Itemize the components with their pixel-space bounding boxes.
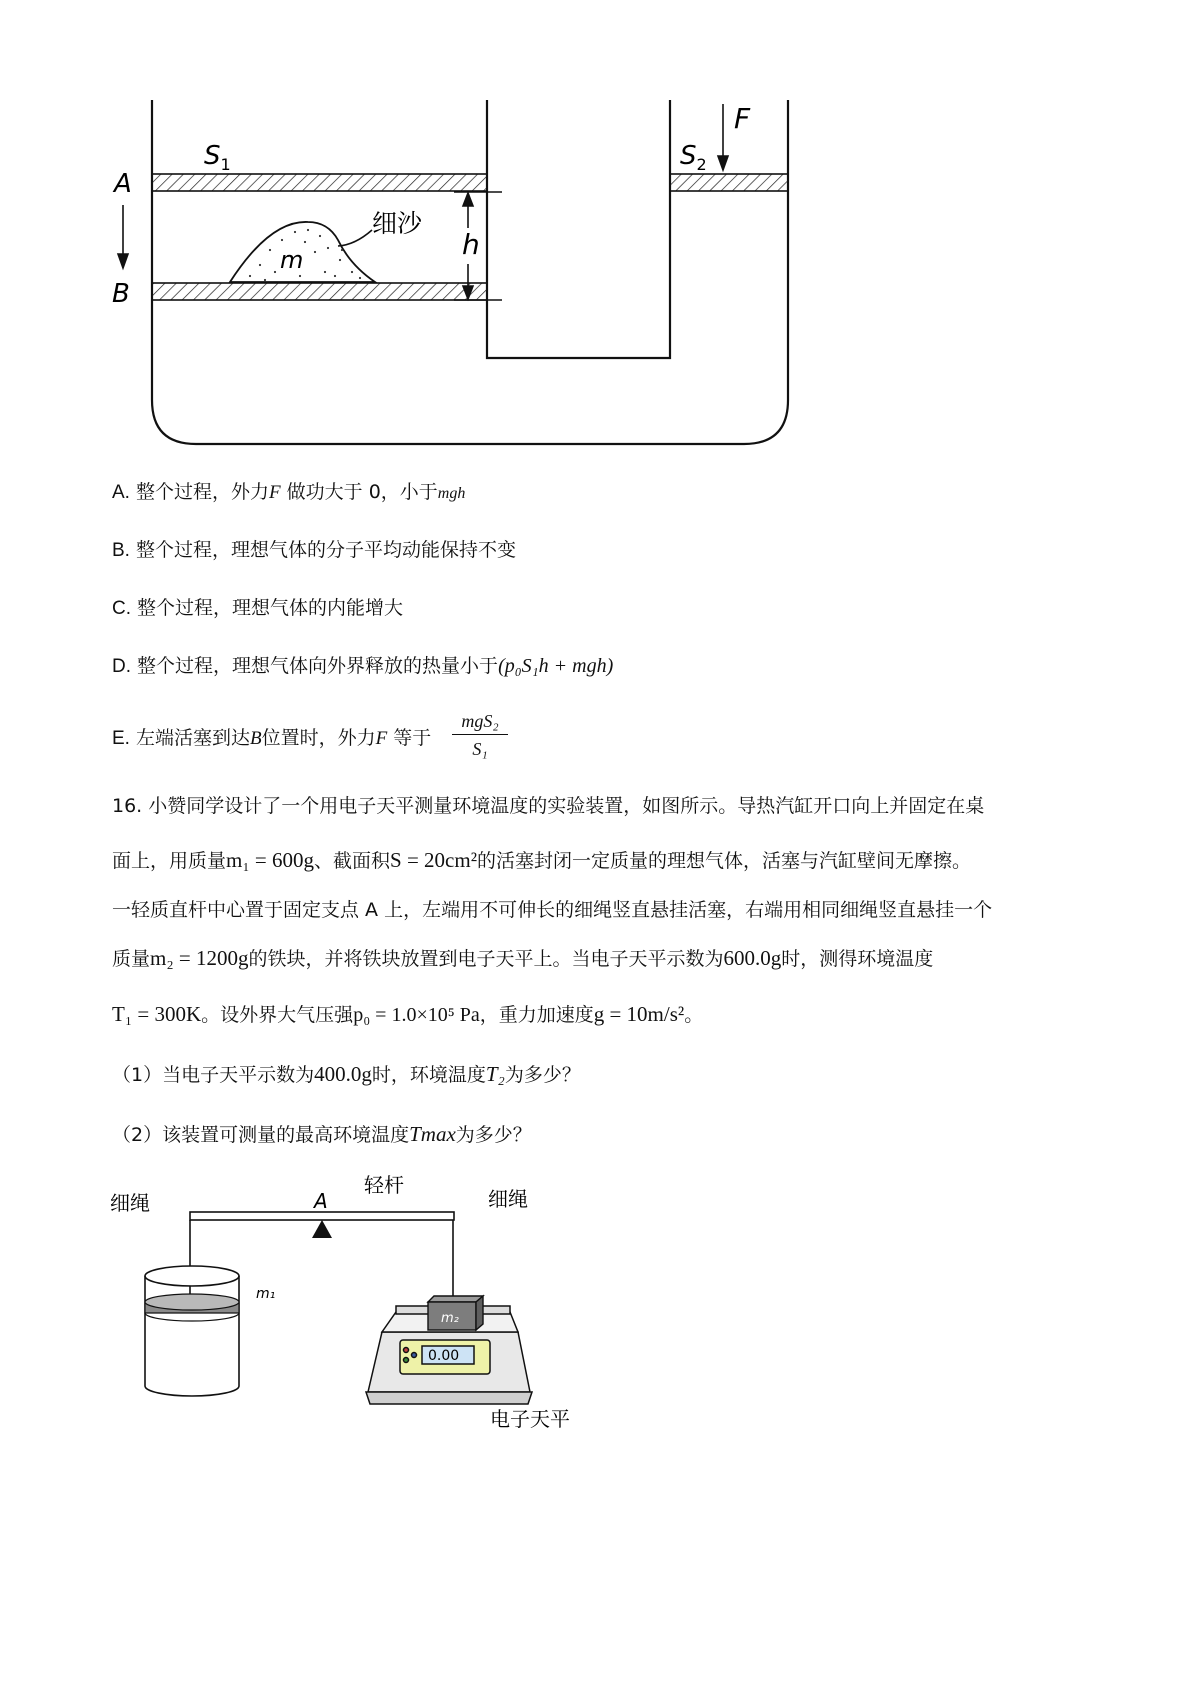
value-600g: 600.0g bbox=[723, 946, 782, 970]
option-text: 位置时，外力 bbox=[261, 727, 376, 749]
option-letter: C. bbox=[112, 598, 131, 619]
q16-text: ，重力加速度 bbox=[479, 1004, 594, 1026]
piston-S2 bbox=[670, 174, 788, 191]
label-B: B bbox=[112, 279, 130, 309]
inner-u-wall bbox=[487, 100, 670, 358]
light-rod bbox=[190, 1212, 454, 1220]
scale-display-readout: 0.00 bbox=[428, 1348, 460, 1364]
q16-text: 的活塞封闭一定质量的理想气体，活塞与汽缸壁间无摩擦。 bbox=[477, 850, 972, 872]
option-text: 整个过程，理想气体的内能增大 bbox=[137, 597, 404, 619]
option-letter: B. bbox=[112, 540, 130, 561]
formula-m1: m₁ = 600g bbox=[226, 848, 315, 872]
q16-text: （1）当电子天平示数为 bbox=[112, 1064, 315, 1086]
q16-text: 时，环境温度 bbox=[371, 1064, 486, 1086]
option-A bbox=[112, 478, 465, 508]
option-text: 左端活塞到达 bbox=[136, 727, 251, 749]
q16-text: 。设外界大气压强 bbox=[201, 1004, 354, 1026]
label-sand: 细沙 bbox=[372, 209, 423, 238]
piston-m1 bbox=[145, 1294, 239, 1321]
label-rope-left: 细绳 bbox=[110, 1191, 150, 1215]
piston-S1 bbox=[152, 174, 487, 191]
q16-line3 bbox=[112, 896, 1102, 924]
q16-text: 。 bbox=[684, 1004, 704, 1026]
fraction-mgS2-S1 bbox=[452, 710, 508, 760]
option-D bbox=[112, 652, 613, 681]
figure-cylinder-diagram bbox=[110, 100, 870, 500]
q16-text: （2）该装置可测量的最高环境温度 bbox=[112, 1124, 410, 1146]
cylinder bbox=[145, 1266, 239, 1396]
pivot-A bbox=[312, 1220, 332, 1238]
q16-text: 面上，用质量 bbox=[112, 850, 227, 872]
var-B: B bbox=[250, 728, 262, 749]
q16-line4 bbox=[112, 944, 1102, 973]
label-S2: $S_2$ bbox=[680, 141, 707, 174]
label-rod: 轻杆 bbox=[364, 1173, 404, 1197]
label-F: F bbox=[734, 102, 751, 135]
formula-Tmax: Tmax bbox=[409, 1122, 456, 1146]
label-A: A bbox=[114, 169, 132, 199]
option-E bbox=[112, 724, 431, 753]
label-pivot-A: A bbox=[314, 1189, 328, 1213]
option-text: 整个过程，理想气体向外界释放的热量小于 bbox=[137, 655, 499, 677]
q16-text: 小赞同学设计了一个用电子天平测量环境温度的实验装置，如图所示。导热汽缸开口向上并固定在桌 bbox=[148, 795, 985, 817]
formula-S: S = 20cm² bbox=[390, 848, 478, 872]
q16-text: 为多少？ bbox=[455, 1124, 532, 1146]
formula-heat: (p₀S₁h + mgh) bbox=[498, 655, 614, 677]
q16-sub1 bbox=[112, 1060, 1102, 1089]
formula-m2: m₂ = 1200g bbox=[150, 946, 249, 970]
down-arrow-A-B bbox=[118, 205, 128, 268]
value-400g: 400.0g bbox=[314, 1062, 372, 1086]
option-text: 整个过程，外力 bbox=[136, 481, 270, 503]
fraction-numerator: mgS₂ bbox=[452, 710, 508, 735]
sand-leader-line bbox=[338, 230, 372, 246]
label-m: m bbox=[280, 246, 304, 274]
formula-mgh: mgh bbox=[437, 485, 466, 502]
question-number: 16. bbox=[112, 795, 143, 817]
force-F-arrow bbox=[718, 104, 728, 170]
formula-g: g = 10m/s² bbox=[593, 1002, 685, 1026]
figure-balance-apparatus bbox=[100, 1160, 660, 1450]
label-h: h bbox=[462, 228, 480, 261]
var-F: F bbox=[269, 482, 281, 503]
option-text: 做功大于 0，小于 bbox=[280, 481, 438, 503]
piston-B bbox=[152, 283, 487, 300]
option-text: 等于 bbox=[387, 727, 432, 749]
q16-line1 bbox=[112, 792, 1102, 820]
option-B bbox=[112, 536, 516, 565]
option-text: 整个过程，理想气体的分子平均动能保持不变 bbox=[136, 539, 517, 561]
q16-text: 、截面积 bbox=[314, 850, 391, 872]
q16-text: 一轻质直杆中心置于固定支点 A 上，左端用不可伸长的细绳竖直悬挂活塞，右端用相同细绳竖直悬挂一个 bbox=[112, 899, 993, 921]
label-S1: $S_1$ bbox=[204, 141, 231, 174]
option-C bbox=[112, 594, 403, 623]
q16-text: 质量 bbox=[112, 948, 151, 970]
q16-sub2 bbox=[112, 1120, 1102, 1149]
formula-p0: p₀ = 1.0×10⁵ Pa bbox=[353, 1004, 480, 1026]
q16-text: 时，测得环境温度 bbox=[781, 948, 934, 970]
q16-text: 的铁块，并将铁块放置到电子天平上。当电子天平示数为 bbox=[248, 948, 724, 970]
q16-text: 为多少？ bbox=[504, 1064, 581, 1086]
label-m1: m₁ bbox=[256, 1286, 276, 1302]
var-F: F bbox=[375, 728, 388, 749]
q16-line2 bbox=[112, 846, 1102, 875]
formula-T1: T₁ = 300K bbox=[112, 1002, 202, 1026]
option-letter: A. bbox=[112, 482, 130, 503]
formula-T2: T₂ bbox=[485, 1062, 505, 1086]
label-m2: m₂ bbox=[441, 1311, 459, 1326]
label-rope-right: 细绳 bbox=[488, 1187, 528, 1211]
option-letter: D. bbox=[112, 656, 131, 677]
label-scale: 电子天平 bbox=[490, 1407, 570, 1431]
option-letter: E. bbox=[112, 728, 130, 749]
fraction-denominator: S₁ bbox=[472, 739, 488, 759]
q16-line5 bbox=[112, 1000, 1102, 1029]
